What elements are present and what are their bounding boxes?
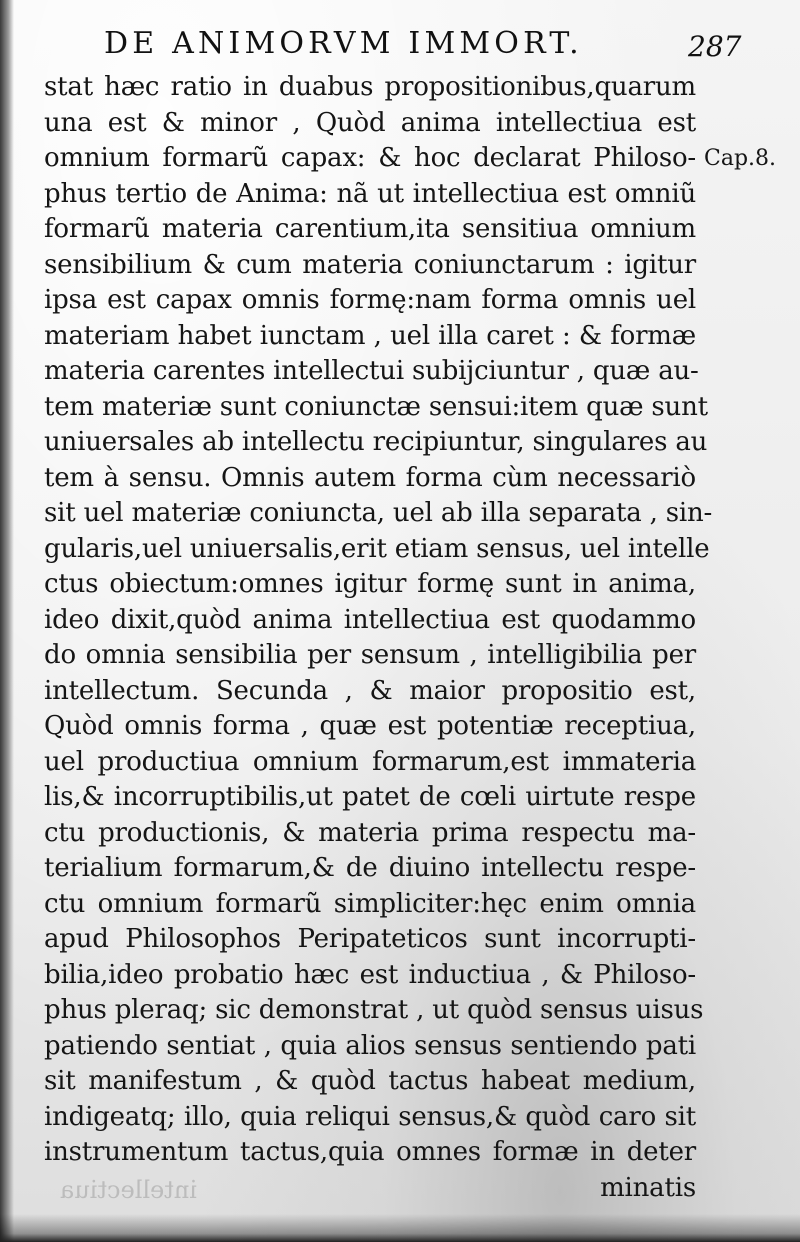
text-line: ipsa est capax omnis formę:nam forma omnis uel (44, 285, 696, 315)
text-line: materia carentes intellectui subijciuntur , quæ au- (44, 356, 699, 386)
text-line: ctu productionis, & materia prima respectu ma- (44, 817, 696, 848)
text-line: indigeatq; illo, quia reliqui sensus,& quòd caro sit (44, 1101, 696, 1132)
running-head: DE ANIMORVM IMMORT. (104, 26, 583, 61)
text-line: sit manifestum , & quòd tactus habeat medium, (44, 1066, 696, 1096)
bottom-shadow (0, 1214, 800, 1242)
text-line: instrumentum tactus,quia omnes formæ in deter (44, 1137, 696, 1167)
catchword: minatis (600, 1172, 696, 1203)
margin-note: Cap.8. (704, 146, 777, 171)
text-line: phus tertio de Anima: nã ut intellectiua est omniũ (44, 178, 696, 209)
text-line: una est & minor , Quòd anima intellectiua est (44, 107, 696, 138)
text-line: omnium formarũ capax: & hoc declarat Philoso- (44, 143, 696, 173)
text-line: sit uel materiæ coniuncta, uel ab illa separata , sin- (44, 498, 713, 528)
text-line: ctus obiectum:omnes igitur formę sunt in anima, (44, 569, 696, 599)
text-line: ctu omnium formarũ simpliciter:hęc enim omnia (44, 888, 696, 919)
text-line: formarũ materia carentium,ita sensitiua omnium (44, 214, 696, 244)
text-block (44, 70, 713, 1206)
text-line: gularis,uel uniuersalis,erit etiam sensus, uel intelle (44, 533, 710, 564)
text-line: tem à sensu. Omnis autem forma cùm necessariò (44, 462, 696, 493)
text-line: phus pleraq; sic demonstrat , ut quòd sensus uisus (44, 995, 704, 1025)
text-line: do omnia sensibilia per sensum , intelligibilia per (44, 640, 696, 670)
text-line: uniuersales ab intellectu recipiuntur, singulares au (44, 427, 708, 457)
text-line: stat hæc ratio in duabus propositionibus,quarum (44, 72, 696, 102)
text-line: apud Philosophos Peripateticos sunt incorrupti- (44, 924, 696, 954)
spine-shadow (0, 0, 14, 1242)
text-line: ideo dixit,quòd anima intellectiua est quodammo (44, 604, 696, 635)
text-line: uel productiua omnium formarum,est immateria (44, 746, 696, 777)
text-line: Quòd omnis forma , quæ est potentiæ receptiua, (44, 711, 696, 741)
text-line: bilia,ideo probatio hæc est inductiua , & Philoso- (44, 959, 696, 990)
text-line: materiam habet iunctam , uel illa caret : & formæ (44, 320, 696, 351)
text-line: patiendo sentiat , quia alios sensus sentiendo pati (44, 1030, 696, 1061)
text-line: intellectum. Secunda , & maior propositio est, (44, 675, 696, 706)
page-header (0, 26, 800, 66)
text-line: sensibilium & cum materia coniunctarum : igitur (44, 249, 696, 280)
text-line: terialium formarum,& de diuino intellectu respe- (44, 853, 696, 883)
text-line: lis,& incorruptibilis,ut patet de cœli uirtute respe (44, 782, 696, 812)
text-line: tem materiæ sunt coniunctæ sensui:item quæ sunt (44, 391, 708, 422)
bleed-through-text: intellectiua (60, 1176, 198, 1204)
page-number: 287 (688, 30, 742, 63)
